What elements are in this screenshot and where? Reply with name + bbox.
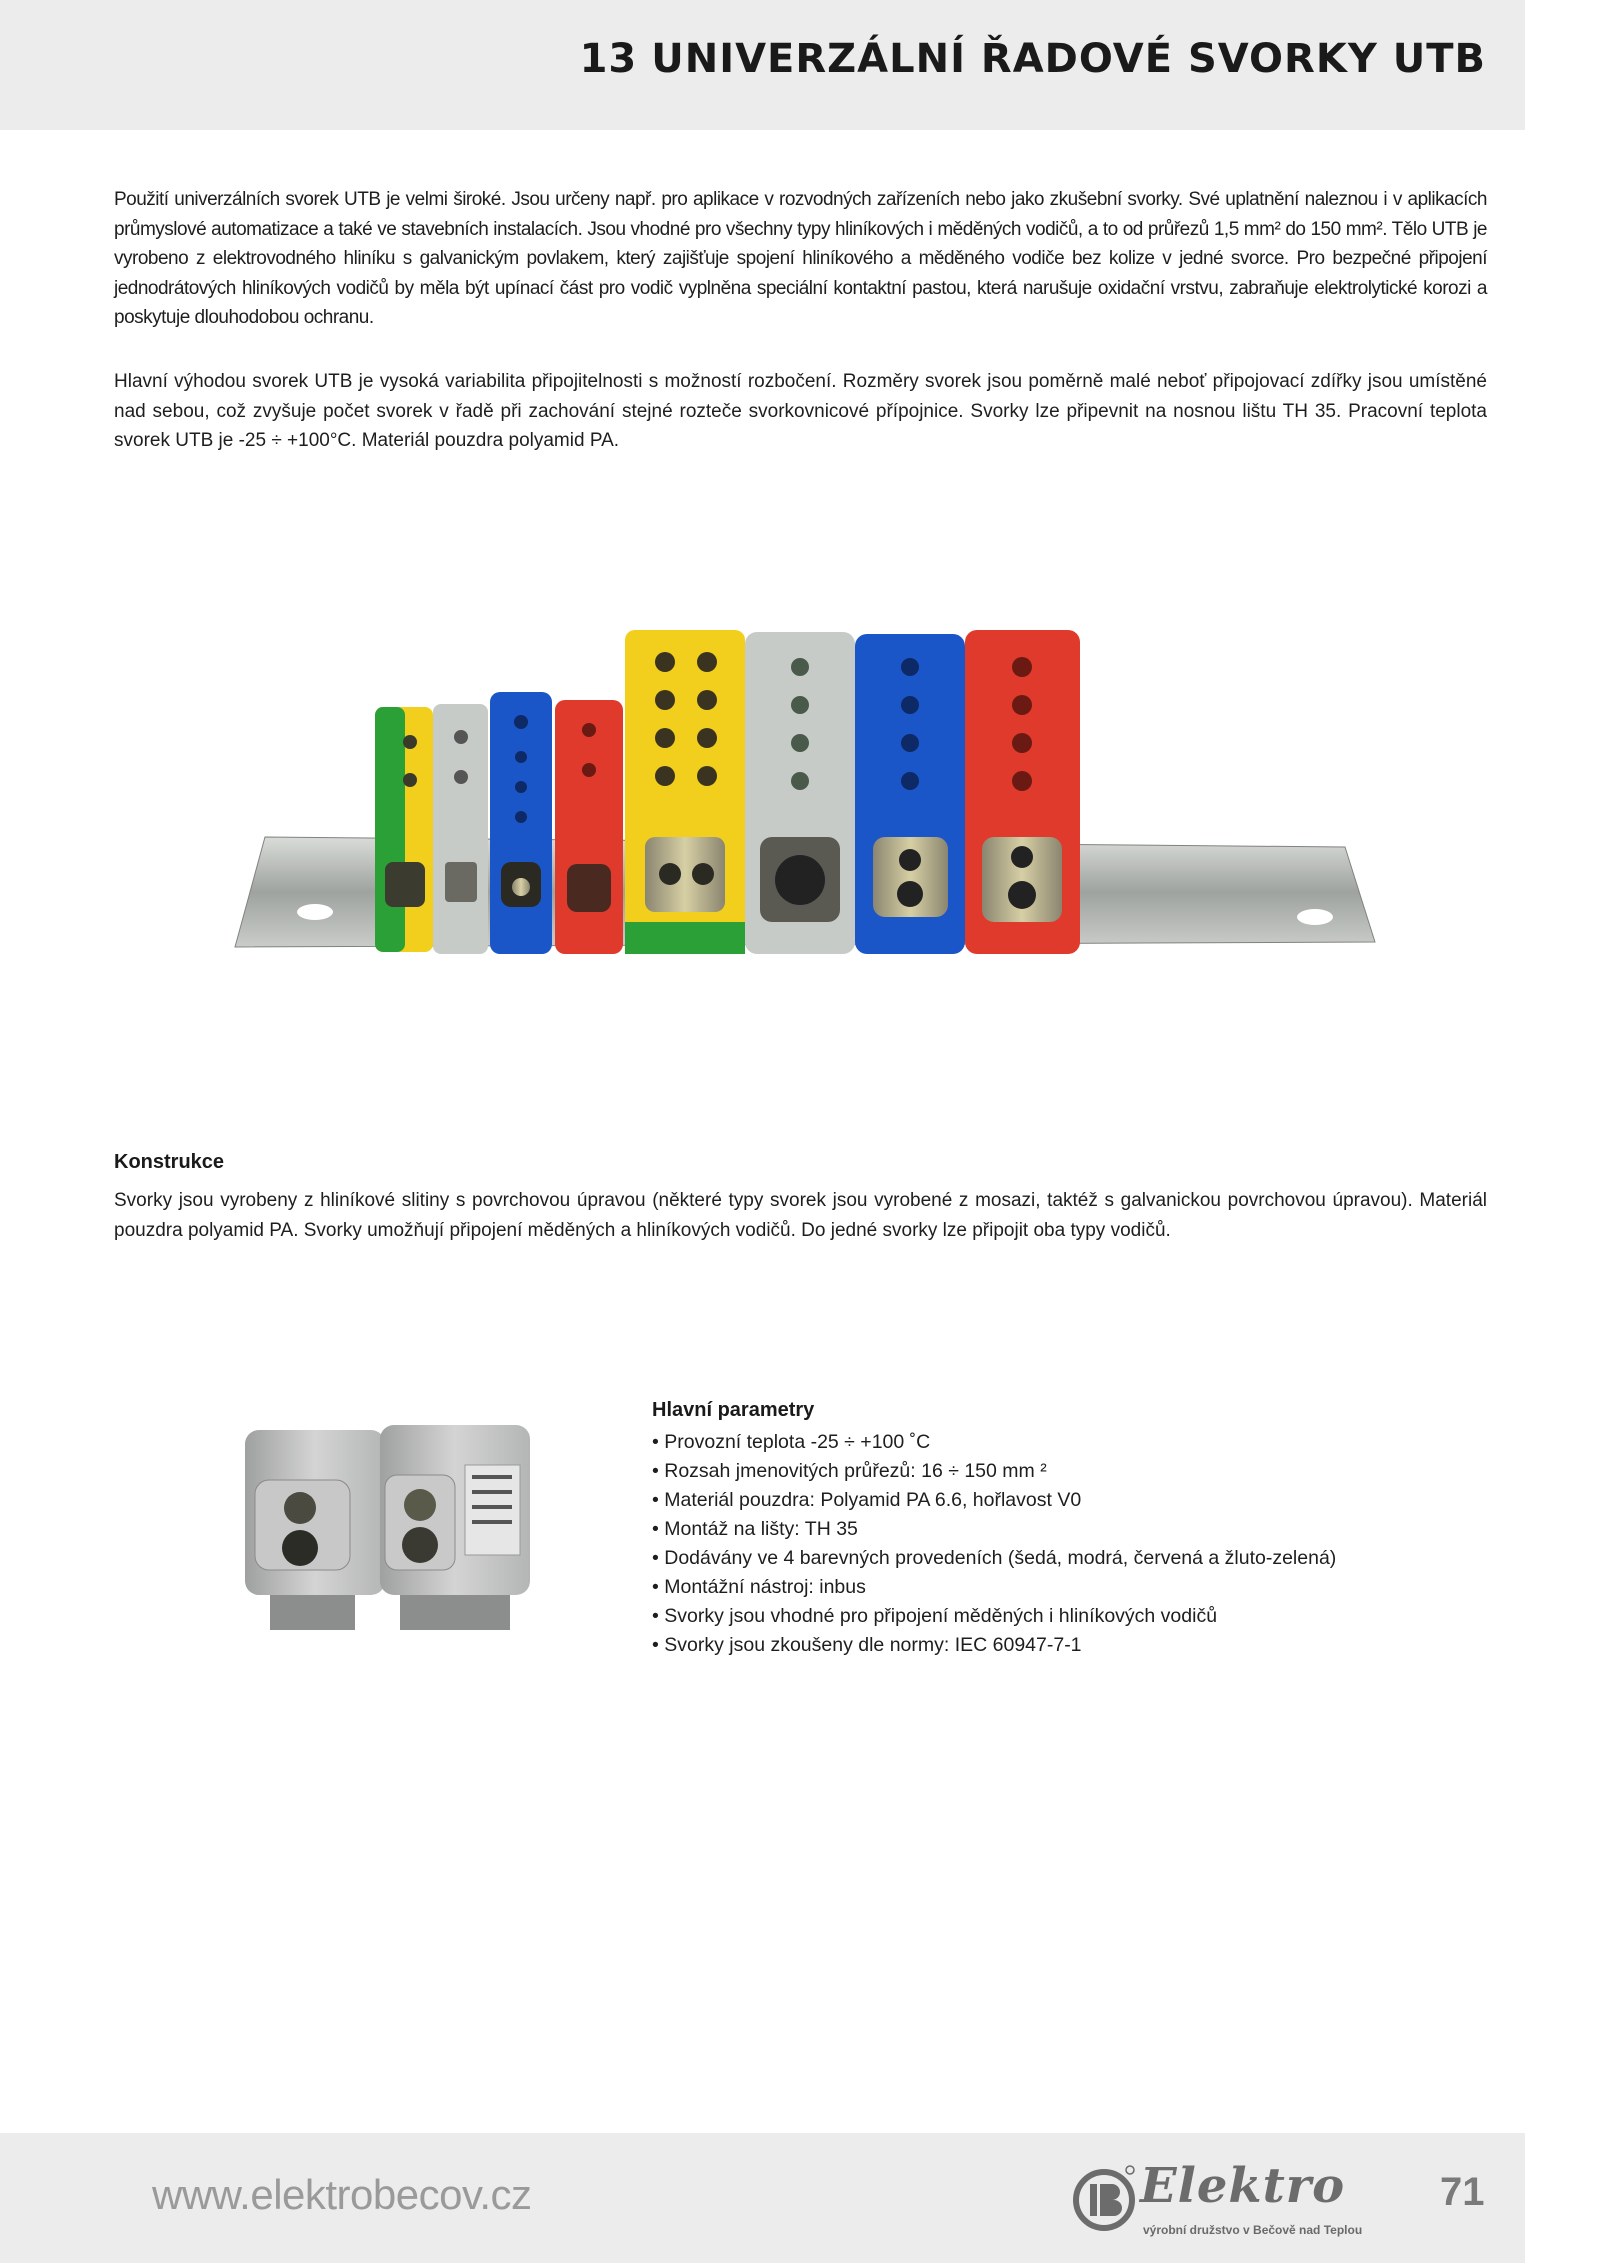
chapter-number: 13 (579, 36, 638, 82)
grey-terminals-photo (240, 1420, 540, 1640)
website-link[interactable]: www.elektrobecov.cz (152, 2171, 532, 2218)
page-number: 71 (1440, 2170, 1485, 2214)
terminal-blue-small (490, 692, 552, 954)
terminal-grey-small (433, 704, 488, 954)
parameter-item: • Rozsah jmenovitých průřezů: 16 ÷ 150 mm ² (652, 1457, 1472, 1486)
logo-wordmark: Elektro (1140, 2158, 1346, 2214)
grey-terminal-left (245, 1430, 385, 1630)
intro-paragraph-1: Použití univerzálních svorek UTB je velmi široké. Jsou určeny např. pro aplikace v rozvodných zařízeních nebo jako zkušební svorky. Své uplatnění naleznou i v aplikacích průmyslové automatizace a také ve stavebních instalacích. Jsou vhodné pro všechny typy hliníkových i měděných vodičů, a to od průřezů 1,5 mm² do 150 mm². Tělo UTB je vyrobeno z elektrovodného hliníku s galvanickým povlakem, který zajišťuje spojení hliníkového a měděného vodiče bez kolize v jedné svorce. Pro bezpečné připojení jednodrátových hliníkových vodičů by měla být upínací část pro vodič vyplněna speciální kontaktní pastou, která narušuje oxidační vrstvu, zabraňuje elektrolytické korozi a poskytuje dlouhodobou ochranu. (114, 189, 1487, 328)
parameter-item: • Montáž na lišty: TH 35 (652, 1515, 1472, 1544)
parameter-item: • Montážní nástroj: inbus (652, 1573, 1472, 1602)
parameters-list (652, 1428, 1472, 1660)
construction-text: Svorky jsou vyrobeny z hliníkové slitiny s povrchovou úpravou (některé typy svorek jsou vyrobené z mosazi, taktéž s galvanickou povrchovou úpravou). Materiál pouzdra polyamid PA. Svorky umožňují připojení měděných a hliníkových vodičů. Do jedné svorky lze připojit oba typy vodičů. (114, 1190, 1487, 1241)
parameter-item: • Materiál pouzdra: Polyamid PA 6.6, hořlavost V0 (652, 1486, 1472, 1515)
terminal-red-small (555, 700, 623, 954)
intro-paragraph-2: Hlavní výhodou svorek UTB je vysoká variabilita připojitelnosti s možností rozbočení. Rozměry svorek jsou poměrně malé neboť připojovací zdířky jsou umístěné nad sebou, což zvyšuje počet svorek v řadě při zachování stejné rozteče svorkovnicové přípojnice. Svorky lze připevnit na nosnou lištu TH 35. Pracovní teplota svorek UTB je -25 ÷ +100°C. Materiál pouzdra polyamid PA. (114, 371, 1487, 451)
parameter-item: • Provozní teplota -25 ÷ +100 ˚C (652, 1428, 1472, 1457)
parameter-item: • Svorky jsou zkoušeny dle normy: IEC 60947-7-1 (652, 1631, 1472, 1660)
chapter-title: UNIVERZÁLNÍ ŘADOVÉ SVORKY UTB (651, 36, 1486, 82)
terminal-red-large (965, 630, 1080, 954)
terminal-blue-large (855, 634, 965, 954)
construction-title: Konstrukce (114, 1151, 225, 1173)
terminal-yellow-multi (625, 630, 745, 954)
logo-tagline: výrobní družstvo v Bečově nad Teplou (1143, 2223, 1363, 2237)
parameter-item: • Dodávány ve 4 barevných provedeních (šedá, modrá, červená a žluto-zelená) (652, 1544, 1472, 1573)
terminal-row-photo (225, 612, 1385, 972)
terminal-grey-large (745, 632, 855, 954)
parameter-item: • Svorky jsou vhodné pro připojení měděných i hliníkových vodičů (652, 1602, 1472, 1631)
page-title (580, 36, 1486, 82)
terminal-green-yellow (375, 707, 433, 952)
parameters-title: Hlavní parametry (652, 1399, 815, 1421)
grey-terminal-right (380, 1425, 530, 1630)
